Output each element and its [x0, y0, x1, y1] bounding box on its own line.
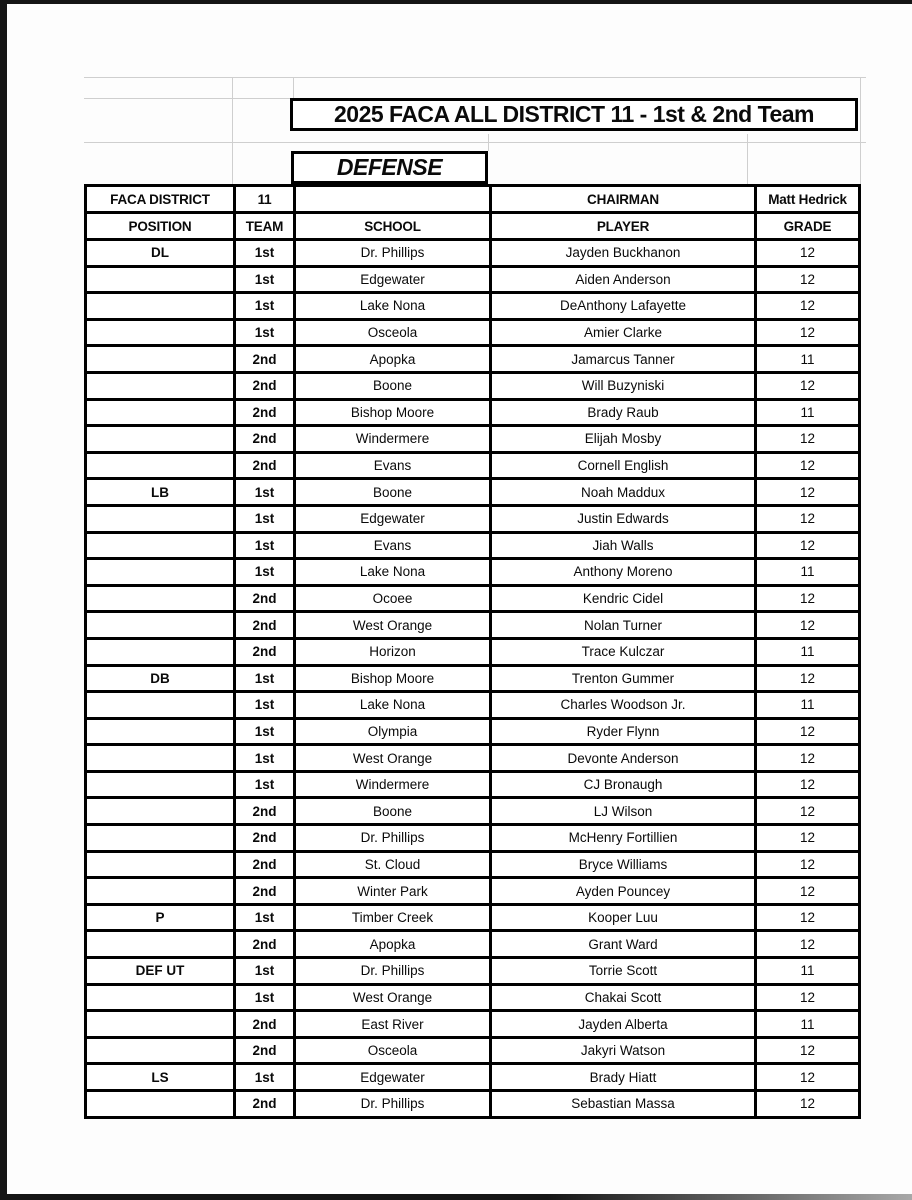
table-row: [86, 240, 860, 267]
table-row: [86, 1064, 860, 1091]
player-cell: Kendric Cidel: [491, 585, 756, 612]
school-cell: Evans: [295, 532, 491, 559]
player-cell: Noah Maddux: [491, 479, 756, 506]
table-row: [86, 665, 860, 692]
school-cell: St. Cloud: [295, 851, 491, 878]
school-cell: West Orange: [295, 984, 491, 1011]
chairman-name-cell: Matt Hedrick: [756, 186, 860, 213]
table-row: [86, 319, 860, 346]
table-row: [86, 904, 860, 931]
position-cell: [86, 1037, 235, 1064]
team-cell: 1st: [235, 240, 295, 267]
position-cell: [86, 585, 235, 612]
table-row: [86, 851, 860, 878]
grade-cell: 12: [756, 612, 860, 639]
school-cell: Edgewater: [295, 266, 491, 293]
position-cell: [86, 559, 235, 586]
grade-cell: 12: [756, 771, 860, 798]
position-cell: [86, 612, 235, 639]
position-cell: [86, 1091, 235, 1118]
position-cell: [86, 319, 235, 346]
grade-cell: 12: [756, 1037, 860, 1064]
column-header-grade: GRADE: [756, 213, 860, 240]
school-cell: Windermere: [295, 426, 491, 453]
school-cell: Winter Park: [295, 878, 491, 905]
school-cell: Boone: [295, 798, 491, 825]
grade-cell: 12: [756, 585, 860, 612]
table-row: [86, 638, 860, 665]
position-cell: DEF UT: [86, 958, 235, 985]
position-cell: [86, 825, 235, 852]
roster-table: [84, 184, 861, 1119]
team-cell: 1st: [235, 532, 295, 559]
grade-cell: 12: [756, 319, 860, 346]
team-cell: 1st: [235, 984, 295, 1011]
grade-cell: 11: [756, 1011, 860, 1038]
table-row: [86, 1011, 860, 1038]
team-cell: 2nd: [235, 878, 295, 905]
chairman-blank-cell: [295, 186, 491, 213]
grade-cell: 11: [756, 559, 860, 586]
team-cell: 1st: [235, 505, 295, 532]
team-cell: 2nd: [235, 585, 295, 612]
column-header-school: SCHOOL: [295, 213, 491, 240]
position-cell: [86, 878, 235, 905]
player-cell: Jayden Alberta: [491, 1011, 756, 1038]
player-cell: Aiden Anderson: [491, 266, 756, 293]
table-row: [86, 532, 860, 559]
table-row: [86, 878, 860, 905]
table-row: [86, 372, 860, 399]
screen-edge-bottom: [0, 1194, 912, 1200]
table-row: [86, 825, 860, 852]
margin-gridline: [293, 77, 294, 98]
school-cell: Windermere: [295, 771, 491, 798]
school-cell: Bishop Moore: [295, 399, 491, 426]
school-cell: Boone: [295, 372, 491, 399]
player-cell: McHenry Fortillien: [491, 825, 756, 852]
table-row: [86, 745, 860, 772]
position-cell: [86, 452, 235, 479]
table-row: [86, 984, 860, 1011]
grade-cell: 12: [756, 240, 860, 267]
player-cell: Chakai Scott: [491, 984, 756, 1011]
defense-section-label: DEFENSE: [291, 151, 488, 184]
player-cell: Bryce Williams: [491, 851, 756, 878]
team-cell: 2nd: [235, 851, 295, 878]
player-cell: Amier Clarke: [491, 319, 756, 346]
position-cell: [86, 931, 235, 958]
table-row: [86, 505, 860, 532]
table-row: [86, 1037, 860, 1064]
margin-gridline: [84, 142, 866, 143]
grade-cell: 11: [756, 346, 860, 373]
grade-cell: 12: [756, 372, 860, 399]
school-cell: Boone: [295, 479, 491, 506]
team-cell: 2nd: [235, 452, 295, 479]
position-cell: [86, 771, 235, 798]
player-cell: Elijah Mosby: [491, 426, 756, 453]
grade-cell: 12: [756, 825, 860, 852]
team-cell: 1st: [235, 1064, 295, 1091]
player-cell: Will Buzyniski: [491, 372, 756, 399]
table-row: [86, 559, 860, 586]
chairman-row: [86, 186, 860, 213]
position-cell: [86, 984, 235, 1011]
position-cell: DL: [86, 240, 235, 267]
player-cell: Anthony Moreno: [491, 559, 756, 586]
school-cell: Evans: [295, 452, 491, 479]
grade-cell: 12: [756, 426, 860, 453]
team-cell: 2nd: [235, 825, 295, 852]
margin-gridline: [488, 134, 489, 151]
player-cell: Torrie Scott: [491, 958, 756, 985]
district-number-cell: 11: [235, 186, 295, 213]
grade-cell: 12: [756, 904, 860, 931]
team-cell: 2nd: [235, 399, 295, 426]
grade-cell: 12: [756, 718, 860, 745]
grade-cell: 12: [756, 931, 860, 958]
page-title: 2025 FACA ALL DISTRICT 11 - 1st & 2nd Team: [290, 98, 858, 131]
player-cell: Cornell English: [491, 452, 756, 479]
column-header-row: [86, 213, 860, 240]
player-cell: Sebastian Massa: [491, 1091, 756, 1118]
roster-body: [86, 186, 860, 1118]
position-cell: [86, 798, 235, 825]
school-cell: Osceola: [295, 1037, 491, 1064]
team-cell: 1st: [235, 771, 295, 798]
grade-cell: 12: [756, 1091, 860, 1118]
team-cell: 1st: [235, 904, 295, 931]
position-cell: [86, 346, 235, 373]
table-row: [86, 426, 860, 453]
school-cell: Olympia: [295, 718, 491, 745]
school-cell: Lake Nona: [295, 293, 491, 320]
grade-cell: 12: [756, 293, 860, 320]
team-cell: 1st: [235, 293, 295, 320]
player-cell: Grant Ward: [491, 931, 756, 958]
school-cell: Horizon: [295, 638, 491, 665]
team-cell: 2nd: [235, 346, 295, 373]
grade-cell: 12: [756, 1064, 860, 1091]
team-cell: 1st: [235, 559, 295, 586]
player-cell: Jamarcus Tanner: [491, 346, 756, 373]
position-cell: [86, 399, 235, 426]
school-cell: Bishop Moore: [295, 665, 491, 692]
margin-gridline: [84, 98, 291, 99]
position-cell: LB: [86, 479, 235, 506]
grade-cell: 11: [756, 399, 860, 426]
district-label-cell: FACA DISTRICT: [86, 186, 235, 213]
school-cell: Apopka: [295, 346, 491, 373]
grade-cell: 11: [756, 692, 860, 719]
player-cell: Brady Hiatt: [491, 1064, 756, 1091]
position-cell: LS: [86, 1064, 235, 1091]
grade-cell: 12: [756, 745, 860, 772]
position-cell: [86, 293, 235, 320]
player-cell: Jayden Buckhanon: [491, 240, 756, 267]
player-cell: CJ Bronaugh: [491, 771, 756, 798]
school-cell: East River: [295, 1011, 491, 1038]
team-cell: 2nd: [235, 798, 295, 825]
table-row: [86, 931, 860, 958]
table-row: [86, 1091, 860, 1118]
position-cell: P: [86, 904, 235, 931]
position-cell: [86, 851, 235, 878]
team-cell: 1st: [235, 319, 295, 346]
grade-cell: 12: [756, 984, 860, 1011]
player-cell: Justin Edwards: [491, 505, 756, 532]
team-cell: 2nd: [235, 1091, 295, 1118]
team-cell: 1st: [235, 745, 295, 772]
player-cell: Jiah Walls: [491, 532, 756, 559]
table-row: [86, 399, 860, 426]
table-row: [86, 798, 860, 825]
team-cell: 2nd: [235, 612, 295, 639]
screen-edge-top: [0, 0, 912, 4]
school-cell: Ocoee: [295, 585, 491, 612]
grade-cell: 12: [756, 878, 860, 905]
school-cell: Edgewater: [295, 505, 491, 532]
player-cell: Kooper Luu: [491, 904, 756, 931]
table-row: [86, 771, 860, 798]
school-cell: Dr. Phillips: [295, 958, 491, 985]
grade-cell: 11: [756, 958, 860, 985]
position-cell: [86, 372, 235, 399]
team-cell: 1st: [235, 958, 295, 985]
school-cell: West Orange: [295, 612, 491, 639]
table-row: [86, 479, 860, 506]
margin-gridline: [860, 77, 861, 184]
grade-cell: 12: [756, 479, 860, 506]
team-cell: 1st: [235, 718, 295, 745]
margin-gridline: [747, 134, 748, 184]
school-cell: Lake Nona: [295, 692, 491, 719]
school-cell: Dr. Phillips: [295, 1091, 491, 1118]
team-cell: 2nd: [235, 638, 295, 665]
school-cell: West Orange: [295, 745, 491, 772]
player-cell: Nolan Turner: [491, 612, 756, 639]
team-cell: 1st: [235, 692, 295, 719]
team-cell: 2nd: [235, 1011, 295, 1038]
column-header-position: POSITION: [86, 213, 235, 240]
position-cell: [86, 1011, 235, 1038]
position-cell: [86, 266, 235, 293]
team-cell: 1st: [235, 479, 295, 506]
grade-cell: 12: [756, 798, 860, 825]
table-row: [86, 612, 860, 639]
position-cell: [86, 532, 235, 559]
column-header-team: TEAM: [235, 213, 295, 240]
table-row: [86, 293, 860, 320]
table-row: [86, 266, 860, 293]
position-cell: [86, 426, 235, 453]
grade-cell: 12: [756, 532, 860, 559]
team-cell: 1st: [235, 665, 295, 692]
margin-gridline: [84, 77, 866, 78]
player-cell: Charles Woodson Jr.: [491, 692, 756, 719]
player-cell: Ayden Pouncey: [491, 878, 756, 905]
table-row: [86, 692, 860, 719]
table-row: [86, 346, 860, 373]
column-header-player: PLAYER: [491, 213, 756, 240]
team-cell: 2nd: [235, 931, 295, 958]
table-row: [86, 718, 860, 745]
position-cell: [86, 505, 235, 532]
grade-cell: 12: [756, 851, 860, 878]
team-cell: 1st: [235, 266, 295, 293]
table-row: [86, 585, 860, 612]
position-cell: [86, 692, 235, 719]
team-cell: 2nd: [235, 372, 295, 399]
player-cell: Trace Kulczar: [491, 638, 756, 665]
school-cell: Dr. Phillips: [295, 240, 491, 267]
school-cell: Osceola: [295, 319, 491, 346]
school-cell: Dr. Phillips: [295, 825, 491, 852]
grade-cell: 12: [756, 452, 860, 479]
grade-cell: 12: [756, 266, 860, 293]
screen-edge-left: [0, 0, 7, 1200]
school-cell: Lake Nona: [295, 559, 491, 586]
grade-cell: 12: [756, 665, 860, 692]
position-cell: [86, 638, 235, 665]
player-cell: Ryder Flynn: [491, 718, 756, 745]
team-cell: 2nd: [235, 426, 295, 453]
chairman-label-cell: CHAIRMAN: [491, 186, 756, 213]
table-row: [86, 452, 860, 479]
player-cell: Trenton Gummer: [491, 665, 756, 692]
player-cell: DeAnthony Lafayette: [491, 293, 756, 320]
team-cell: 2nd: [235, 1037, 295, 1064]
grade-cell: 11: [756, 638, 860, 665]
margin-gridline: [232, 77, 233, 184]
position-cell: [86, 718, 235, 745]
grade-cell: 12: [756, 505, 860, 532]
table-row: [86, 958, 860, 985]
player-cell: Brady Raub: [491, 399, 756, 426]
position-cell: DB: [86, 665, 235, 692]
player-cell: Devonte Anderson: [491, 745, 756, 772]
school-cell: Edgewater: [295, 1064, 491, 1091]
player-cell: Jakyri Watson: [491, 1037, 756, 1064]
player-cell: LJ Wilson: [491, 798, 756, 825]
school-cell: Timber Creek: [295, 904, 491, 931]
school-cell: Apopka: [295, 931, 491, 958]
position-cell: [86, 745, 235, 772]
